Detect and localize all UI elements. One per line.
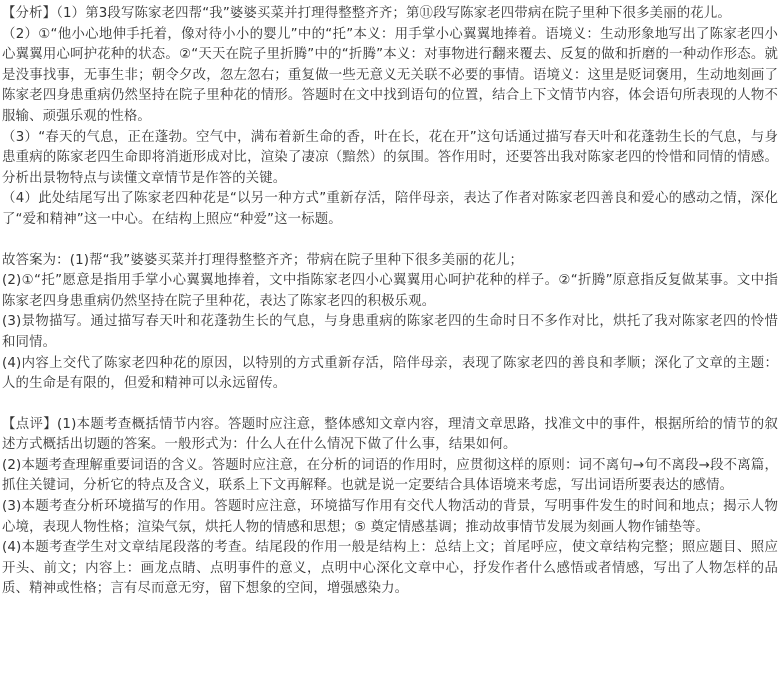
answer-section bbox=[2, 251, 778, 395]
spacer bbox=[2, 231, 778, 251]
answer-part-3: (3)景物描写。通过描写春天叶和花蓬勃生长的气息，与身患重病的陈家老四的生命时日不多作对比，烘托了我对陈家老四的怜惜和同情。 bbox=[2, 314, 778, 350]
analysis-section bbox=[2, 4, 778, 231]
answer-part-4: (4)内容上交代了陈家老四种花的原因，以特别的方式重新存活，陪伴母亲，表现了陈家老四的善良和孝顺；深化了文章的主题：人的生命是有限的，但爱和精神可以永远留传。 bbox=[2, 355, 778, 392]
comment-part-1: 【点评】(1)本题考查概括情节内容。答题时应注意，整体感知文章内容，理清文章思路，找准文中的事件，根据所给的情节的叙述方式概括出切题的答案。一般形式为：什么人在什么情况下做了什么事，结果如何。 bbox=[2, 416, 778, 453]
analysis-part-2: （2）①“他小心地伸手托着，像对待小小的婴儿”中的“托”本义：用手掌小心翼翼地捧着。语境义：生动形象地写出了陈家老四小心翼翼用心呵护花种的状态。②“天天在院子里折腾”中的“折腾”本义：对事物进行翻来覆去、反复的做和折磨的一种动作形态。就是没事找事，无事生非；朝令夕改，忽左忽右；重复做一些无意义无关联不必要的事情。语境义：这里是贬词褒用，生动地刻画了陈家老四身患重病仍然坚持在院子里种花的情形。答题时在文中找到语句的位置，结合上下文情节内容，体会语句所表现的人物不服输、顽强乐观的性格。 bbox=[2, 26, 778, 124]
analysis-part-4: （4）此处结尾写出了陈家老四种花是“以另一种方式”重新存活，陪伴母亲，表达了作者对陈家老四善良和爱心的感动之情，深化了“爱和精神”这一中心。在结构上照应“种爱”这一标题。 bbox=[2, 191, 778, 227]
analysis-part-1: 【分析】（1）第3段写陈家老四帮“我”婆婆买菜并打理得整整齐齐；第⑪段写陈家老四带病在院子里种下很多美丽的花儿。 bbox=[2, 6, 731, 21]
answer-part-2: (2)①“托”愿意是指用手掌小心翼翼地捧着，文中指陈家老四小心翼翼用心呵护花种的样子。②“折腾”原意指反复做某事。文中指陈家老四身患重病仍然坚持在院子里种花，表达了陈家老四的积极乐观。 bbox=[2, 273, 778, 309]
comment-part-3: (3)本题考查分析环境描写的作用。答题时应注意，环境描写作用有交代人物活动的背景，写明事件发生的时间和地点；揭示人物心境，表现人物性格；渲染气氛，烘托人物的情感和思想；⑤ 奠定情感基调；推动故事情节发展为刻画人物作铺垫等。 bbox=[2, 499, 778, 535]
comment-part-4: (4)本题考查学生对文章结尾段落的考查。结尾段的作用一般是结构上：总结上文；首尾呼应，使文章结构完整；照应题目、照应开头、前文；内容上：画龙点睛、点明事件的意义，点明中心深化文章中心，抒发作者什么感悟或者情感，写出了人物怎样的品质、精神或性格；言有尽而意无穷，留下想象的空间，增强感染力。 bbox=[2, 540, 778, 597]
comment-part-2: (2)本题考查理解重要词语的含义。答题时应注意，在分析的词语的作用时，应贯彻这样的原则：词不离句→句不离段→段不离篇，抓住关键词，分析它的特点及含义，联系上下文再解释。也就是说一定要结合具体语境来考虑，写出词语所要表达的感情。 bbox=[2, 457, 778, 494]
analysis-part-3: （3）“春天的气息，正在蓬勃。空气中，满布着新生命的香，叶在长，花在开”这句话通过描写春天叶和花蓬勃生长的气息，与身患重病的陈家老四生命即将消逝形成对比，渲染了凄凉（黯然）的氛围。答作用时，还要答出我对陈家老四的怜惜和同情的情感。分析出景物特点与读懂文章情节是作答的关键。 bbox=[2, 129, 778, 186]
comment-section bbox=[2, 415, 778, 600]
spacer bbox=[2, 395, 778, 415]
answer-part-1: 故答案为：(1)帮“我”婆婆买菜并打理得整整齐齐；带病在院子里种下很多美丽的花儿； bbox=[2, 252, 524, 268]
